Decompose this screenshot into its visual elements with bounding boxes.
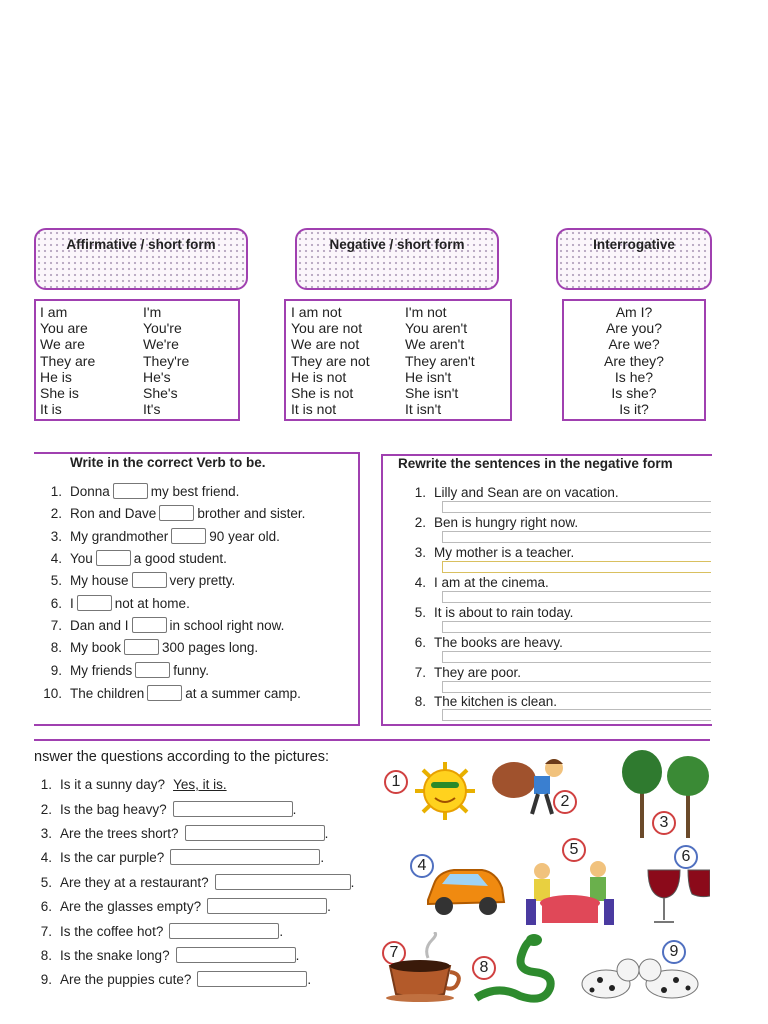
exercise1-title: Write in the correct Verb to be. <box>70 455 266 470</box>
interrogative-row: Are they? <box>604 352 664 369</box>
item-sentence: Lilly and Sean are on vacation. <box>434 485 619 500</box>
item-number: 6. <box>50 595 62 611</box>
interrogative-row: Are we? <box>608 336 660 353</box>
verb-blank[interactable] <box>135 662 170 678</box>
affirmative-long: He is <box>40 368 72 385</box>
interrogative-title: Interrogative <box>593 237 675 252</box>
verb-blank[interactable] <box>132 572 167 588</box>
affirmative-table <box>34 299 240 421</box>
question-text: Is the coffee hot? <box>60 923 164 939</box>
answer-line[interactable] <box>442 681 711 693</box>
item-subject: My book <box>70 639 122 655</box>
item-number: 1. <box>50 483 62 499</box>
negative-long: I am not <box>291 304 342 320</box>
negative-short: She isn't <box>405 385 459 402</box>
question-row: 6. Are the glasses empty? . <box>30 898 331 914</box>
item-subject: Ron and Dave <box>70 505 157 521</box>
item-subject: You <box>70 550 93 566</box>
answer-box[interactable] <box>197 971 307 987</box>
affirmative-short: You're <box>143 320 182 337</box>
affirmative-short-column <box>143 304 189 417</box>
picture-number-8: 8 <box>472 956 496 980</box>
item-number: 4. <box>50 550 62 566</box>
exercise2-item <box>400 605 573 620</box>
item-rest: very pretty. <box>169 572 236 588</box>
item-number: 8. <box>50 639 62 655</box>
item-rest: 90 year old. <box>209 528 280 544</box>
item-number: 4. <box>414 575 426 590</box>
question-number: 5. <box>40 874 52 890</box>
question-text: Are the puppies cute? <box>60 971 192 987</box>
question-text: Are the trees short? <box>60 825 179 841</box>
answer-box[interactable] <box>185 825 325 841</box>
affirmative-long: We are <box>40 336 85 353</box>
section-divider <box>34 739 710 741</box>
item-rest: not at home. <box>114 595 190 611</box>
sun-icon <box>405 760 485 822</box>
picture-number-6: 6 <box>674 845 698 869</box>
negative-short: He isn't <box>405 368 452 385</box>
question-number: 7. <box>40 923 52 939</box>
question-row: 5. Are they at a restaurant? . <box>30 874 354 890</box>
verb-blank[interactable] <box>132 617 167 633</box>
question-number: 9. <box>40 971 52 987</box>
affirmative-long: It is <box>40 401 62 418</box>
exercise1-item <box>36 662 209 678</box>
affirmative-short: He's <box>143 368 171 385</box>
affirmative-short: We're <box>143 336 179 353</box>
question-row: 4. Is the car purple? . <box>30 849 324 865</box>
exercise1-item <box>36 505 305 521</box>
exercise1-item <box>36 639 258 655</box>
answer-line[interactable] <box>442 651 711 663</box>
question-number: 6. <box>40 898 52 914</box>
car-icon <box>424 862 508 920</box>
negative-short: We aren't <box>405 336 465 353</box>
item-subject: The children <box>70 685 145 701</box>
negative-short: I'm not <box>405 304 447 320</box>
affirmative-long-column <box>40 304 95 417</box>
question-row: 8. Is the snake long? . <box>30 947 299 963</box>
negative-long: They are not <box>291 352 370 369</box>
question-row: 3. Are the trees short? . <box>30 825 328 841</box>
exercise2-item <box>400 515 578 530</box>
picture-number-3: 3 <box>652 811 676 835</box>
answer-line[interactable] <box>442 621 711 633</box>
item-sentence: They are poor. <box>434 665 522 680</box>
negative-long: You are not <box>291 320 363 337</box>
item-number: 3. <box>414 545 426 560</box>
item-sentence: The books are heavy. <box>434 635 563 650</box>
question-text: Is it a sunny day? <box>60 777 166 792</box>
verb-blank[interactable] <box>159 505 194 521</box>
answer-line[interactable] <box>442 709 711 721</box>
question-number: 3. <box>40 825 52 841</box>
affirmative-short: She's <box>143 385 178 402</box>
negative-long: We are not <box>291 336 360 353</box>
exercise2-item <box>400 635 563 650</box>
negative-short: They aren't <box>405 352 475 369</box>
answer-box[interactable] <box>207 898 327 914</box>
sample-answer: Yes, it is. <box>173 777 227 792</box>
verb-blank[interactable] <box>77 595 112 611</box>
exercise1-item <box>36 483 239 499</box>
affirmative-short: I'm <box>143 304 162 320</box>
verb-blank[interactable] <box>171 528 206 544</box>
interrogative-row: Is she? <box>611 385 657 402</box>
item-number: 9. <box>50 662 62 678</box>
interrogative-row: Is it? <box>619 401 649 418</box>
affirmative-long: I am <box>40 304 68 320</box>
affirmative-long: You are <box>40 320 88 337</box>
picture-number-4: 4 <box>410 854 434 878</box>
question-row: 7. Is the coffee hot? . <box>30 923 283 939</box>
item-number: 6. <box>414 635 426 650</box>
exercise1-item <box>36 572 235 588</box>
picture-number-5: 5 <box>562 838 586 862</box>
negative-short-column <box>405 304 475 417</box>
negative-long: He is not <box>291 368 347 385</box>
verb-blank[interactable] <box>124 639 159 655</box>
question-row <box>30 777 227 792</box>
negative-short: You aren't <box>405 320 468 337</box>
verb-blank[interactable] <box>113 483 148 499</box>
exercise1-item <box>36 595 190 611</box>
item-number: 1. <box>414 485 426 500</box>
answer-box[interactable] <box>215 874 351 890</box>
affirmative-short: It's <box>143 401 161 418</box>
answer-line[interactable] <box>442 561 711 573</box>
affirmative-title: Affirmative / short form <box>66 237 216 252</box>
item-subject: My friends <box>70 662 133 678</box>
interrogative-row: Is he? <box>614 368 654 385</box>
question-text: Is the bag heavy? <box>60 801 167 817</box>
item-number: 5. <box>414 605 426 620</box>
answer-line[interactable] <box>442 591 711 603</box>
interrogative-header <box>556 228 712 290</box>
interrogative-row: Are you? <box>605 320 663 337</box>
item-rest: a good student. <box>133 550 227 566</box>
exercise1-item <box>36 528 280 544</box>
item-number: 7. <box>50 617 62 633</box>
item-number: 7. <box>414 665 426 680</box>
item-sentence: I am at the cinema. <box>434 575 549 590</box>
wine-glasses-icon <box>644 866 710 926</box>
exercise1-item <box>36 617 284 633</box>
picture-number-2: 2 <box>553 790 577 814</box>
answer-box[interactable] <box>176 947 296 963</box>
interrogative-table <box>562 299 706 421</box>
interrogative-column <box>564 304 704 417</box>
item-sentence: The kitchen is clean. <box>434 694 558 709</box>
question-number: 2. <box>40 801 52 817</box>
affirmative-short: They're <box>143 352 190 369</box>
puppies-icon <box>566 944 710 1004</box>
item-sentence: My mother is a teacher. <box>434 545 575 560</box>
exercise2-item <box>400 485 619 500</box>
verb-blank[interactable] <box>96 550 131 566</box>
interrogative-row: Am I? <box>615 304 653 320</box>
question-number: 8. <box>40 947 52 963</box>
exercise1-item <box>36 685 301 701</box>
item-number: 8. <box>414 694 426 709</box>
item-number: 5. <box>50 572 62 588</box>
question-text: Is the car purple? <box>60 849 165 865</box>
item-rest: my best friend. <box>150 483 240 499</box>
item-rest: at a summer camp. <box>185 685 301 701</box>
exercise3-title: nswer the questions according to the pictures: <box>34 749 329 765</box>
item-rest: 300 pages long. <box>162 639 259 655</box>
affirmative-header <box>34 228 248 290</box>
item-number: 10. <box>43 685 62 701</box>
exercise2-item <box>400 545 574 560</box>
exercise2-item <box>400 665 521 680</box>
answer-box[interactable] <box>173 801 293 817</box>
negative-short: It isn't <box>405 401 442 418</box>
item-number: 3. <box>50 528 62 544</box>
question-row: 2. Is the bag heavy? . <box>30 801 296 817</box>
question-row: 9. Are the puppies cute? . <box>30 971 311 987</box>
item-subject: My house <box>70 572 129 588</box>
negative-table <box>284 299 512 421</box>
item-subject: My grandmother <box>70 528 169 544</box>
item-subject: I <box>70 595 74 611</box>
negative-long-column <box>291 304 370 417</box>
negative-title: Negative / short form <box>329 237 465 252</box>
exercise2-item <box>400 694 557 709</box>
item-rest: funny. <box>173 662 210 678</box>
exercise2-item <box>400 575 549 590</box>
question-number: 4. <box>40 849 52 865</box>
question-text: Are the glasses empty? <box>60 898 202 914</box>
answer-line[interactable] <box>442 501 711 513</box>
verb-blank[interactable] <box>147 685 182 701</box>
negative-long: She is not <box>291 385 354 402</box>
exercise1-item <box>36 550 227 566</box>
item-subject: Dan and I <box>70 617 129 633</box>
negative-header <box>295 228 499 290</box>
picture-number-7: 7 <box>382 941 406 965</box>
affirmative-long: They are <box>40 352 96 369</box>
question-text: Are they at a restaurant? <box>60 874 209 890</box>
affirmative-long: She is <box>40 385 79 402</box>
item-rest: in school right now. <box>169 617 285 633</box>
picture-number-1: 1 <box>384 770 408 794</box>
item-number: 2. <box>414 515 426 530</box>
item-rest: brother and sister. <box>197 505 306 521</box>
item-number: 2. <box>50 505 62 521</box>
question-text: Is the snake long? <box>60 947 170 963</box>
coffee-cup-icon <box>384 932 468 1004</box>
answer-box[interactable] <box>170 849 320 865</box>
picture-number-9: 9 <box>662 940 686 964</box>
exercise2-title: Rewrite the sentences in the negative form <box>398 456 673 471</box>
item-subject: Donna <box>70 483 110 499</box>
answer-line[interactable] <box>442 531 711 543</box>
restaurant-icon <box>520 855 620 929</box>
item-sentence: It is about to rain today. <box>434 605 574 620</box>
answer-box[interactable] <box>169 923 279 939</box>
negative-long: It is not <box>291 401 337 418</box>
item-sentence: Ben is hungry right now. <box>434 515 579 530</box>
question-number: 1. <box>40 777 52 792</box>
